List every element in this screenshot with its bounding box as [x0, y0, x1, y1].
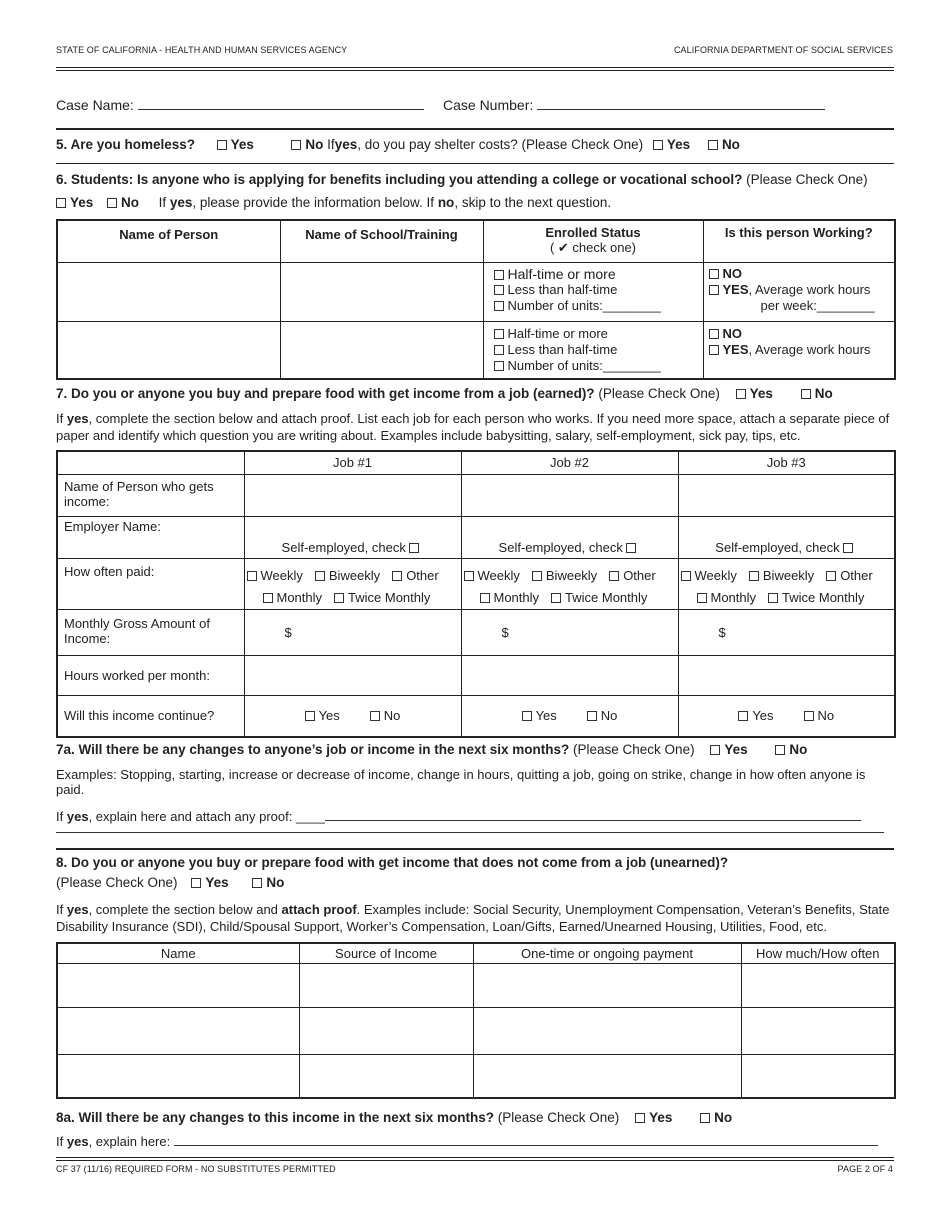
other-label: Other — [623, 567, 656, 583]
twice-monthly-checkbox[interactable] — [334, 593, 344, 603]
how-often-row — [57, 558, 895, 609]
q5-rule — [56, 163, 894, 164]
q5-shelter-yes-label: Yes — [666, 137, 691, 152]
working-cell — [703, 262, 895, 321]
twice-monthly-checkbox[interactable] — [551, 593, 561, 603]
q7a-no-checkbox[interactable] — [775, 745, 785, 755]
unearned-header-row — [57, 943, 895, 963]
q7a-explain-line-2[interactable] — [56, 832, 884, 833]
header-rule-1 — [56, 67, 894, 68]
q7a-yes-label: Yes — [724, 742, 748, 757]
q7a-explain-yes: yes — [66, 809, 89, 824]
q7a-explain-row — [56, 809, 861, 824]
weekly-label: Weekly — [260, 567, 303, 583]
halftime-or-more-label: Half-time or more — [507, 325, 608, 341]
q8-instr-proof: attach proof — [281, 902, 357, 917]
job-1-amount-cell[interactable] — [244, 609, 461, 655]
halftime-or-more-label: Half-time or more — [507, 265, 616, 282]
q7-instructions — [56, 410, 896, 444]
q7a-check-one: (Please Check One) — [573, 742, 695, 757]
number-of-units-label: Number of units:________ — [507, 357, 661, 373]
working-yes-checkbox[interactable] — [709, 345, 719, 355]
job-2-amount-cell[interactable] — [461, 609, 678, 655]
q5-no-label: No — [305, 137, 324, 152]
continue-yes-label: Yes — [535, 708, 557, 724]
continue-no-label: No — [383, 708, 401, 724]
job-1-continue-cell — [244, 695, 461, 737]
col-name: Name — [57, 943, 299, 963]
footer-rule-2 — [56, 1160, 894, 1161]
unearned-name-cell[interactable] — [57, 963, 299, 1007]
student-name-cell[interactable] — [57, 321, 280, 379]
q7a-explain-a: If — [56, 809, 64, 824]
q8-no-label: No — [266, 875, 285, 890]
case-name-label: Case Name: — [56, 97, 134, 113]
unearned-name-cell[interactable] — [57, 1007, 299, 1054]
q6-instr-a: If — [158, 195, 167, 210]
q5-followup-text: , do you pay shelter costs? (Please Check One) — [357, 137, 644, 152]
other-label: Other — [406, 567, 439, 583]
q8-question-text: 8. Do you or anyone you buy or prepare food with get income that does not come from a job (unearned)? — [56, 855, 729, 870]
number-of-units-checkbox[interactable] — [494, 361, 504, 371]
q8a-yes-checkbox[interactable] — [635, 1113, 645, 1123]
col-how-much: How much/How often — [741, 943, 895, 963]
continue-yes-checkbox[interactable] — [522, 711, 532, 721]
job-3-person-cell[interactable] — [678, 474, 895, 516]
q8a-no-label: No — [714, 1110, 733, 1125]
q8-instr-c: . Examples include: Social Security, Unemployment Compensation, Veteran’s Benefits, State Disability Insurance (SDI), Child/Spousal Support, Worker’s Compensation, Loan/Gifts, Earned/Unearned Housing, Utilities, Food, etc. — [56, 902, 890, 934]
q8-yes-checkbox[interactable] — [191, 878, 201, 888]
continue-yes-checkbox[interactable] — [305, 711, 315, 721]
col-source: Source of Income — [299, 943, 473, 963]
biweekly-label: Biweekly — [328, 567, 381, 583]
q7-check-one: (Please Check One) — [598, 386, 720, 401]
agency-left: STATE OF CALIFORNIA - HEALTH AND HUMAN SERVICES AGENCY — [56, 45, 348, 55]
person-name-label: Name of Person who gets income: — [57, 474, 244, 516]
earned-income-table — [56, 450, 896, 738]
number-of-units-checkbox[interactable] — [494, 301, 504, 311]
q7-no-checkbox[interactable] — [801, 389, 811, 399]
biweekly-checkbox[interactable] — [532, 571, 542, 581]
biweekly-label: Biweekly — [545, 567, 598, 583]
number-of-units-label: Number of units:________ — [507, 297, 661, 313]
footer-rule-1 — [56, 1157, 894, 1158]
q8a-yes-label: Yes — [649, 1110, 673, 1125]
twice-monthly-checkbox[interactable] — [768, 593, 778, 603]
jobs-header-row — [57, 451, 895, 474]
q6-answer-row — [56, 195, 611, 210]
job-3-amount-cell[interactable] — [678, 609, 895, 655]
employer-name-label: Employer Name: — [57, 516, 244, 558]
self-employed-label: Self-employed, check — [281, 539, 406, 555]
monthly-label: Monthly — [276, 589, 323, 605]
unearned-payment-cell[interactable] — [473, 1007, 741, 1054]
case-name-row — [56, 97, 424, 113]
monthly-checkbox[interactable] — [697, 593, 707, 603]
q6-instr-no: no — [437, 195, 455, 210]
unearned-row — [57, 1054, 895, 1098]
unearned-amount-cell[interactable] — [741, 1054, 895, 1098]
employer-row — [57, 516, 895, 558]
weekly-checkbox[interactable] — [464, 571, 474, 581]
q7a-question: 7a. Will there be any changes to anyone’s job or income in the next six months? — [56, 742, 570, 757]
working-yes-text: , Average work hours — [748, 281, 871, 297]
col-name-of-school: Name of School/Training — [280, 220, 483, 262]
monthly-checkbox[interactable] — [480, 593, 490, 603]
job-3-header: Job #3 — [678, 451, 895, 474]
col-enrolled-status — [483, 220, 703, 262]
self-employed-label: Self-employed, check — [498, 539, 623, 555]
working-yes-label: YES — [722, 281, 749, 297]
job-1-person-cell[interactable] — [244, 474, 461, 516]
q8-instr-a: If — [56, 902, 64, 917]
q6-no-checkbox[interactable] — [107, 198, 117, 208]
q8a-no-checkbox[interactable] — [700, 1113, 710, 1123]
continue-no-label: No — [600, 708, 618, 724]
q7-yes-checkbox[interactable] — [736, 389, 746, 399]
job-1-header: Job #1 — [244, 451, 461, 474]
student-school-cell[interactable] — [280, 321, 483, 379]
case-number-field[interactable] — [537, 97, 825, 110]
q6-question: 6. Students: Is anyone who is applying for benefits including you attending a college or vocational school? — [56, 172, 743, 187]
q8-instructions — [56, 901, 898, 935]
unearned-source-cell[interactable] — [299, 963, 473, 1007]
q5-shelter-no-checkbox[interactable] — [708, 140, 718, 150]
col-payment-type: One-time or ongoing payment — [473, 943, 741, 963]
section-rule — [56, 128, 894, 130]
other-label: Other — [840, 567, 873, 583]
working-no-label: NO — [722, 265, 742, 281]
job-1-hours-cell[interactable] — [244, 655, 461, 695]
continue-no-checkbox[interactable] — [587, 711, 597, 721]
person-name-row — [57, 474, 895, 516]
q7a-rule — [56, 848, 894, 850]
gross-amount-label: Monthly Gross Amount of Income: — [57, 609, 244, 655]
halftime-or-more-checkbox[interactable] — [494, 270, 504, 280]
unearned-payment-cell[interactable] — [473, 963, 741, 1007]
q8a-question: 8a. Will there be any changes to this income in the next six months? — [56, 1110, 494, 1125]
q5-yes-checkbox[interactable] — [217, 140, 227, 150]
page-number: PAGE 2 OF 4 — [837, 1164, 893, 1174]
q5-followup-yes: yes — [334, 137, 358, 152]
working-no-checkbox[interactable] — [709, 329, 719, 339]
students-header-row — [57, 220, 895, 262]
working-no-label: NO — [722, 325, 742, 341]
q8-instr-yes: yes — [66, 902, 89, 917]
unearned-source-cell[interactable] — [299, 1007, 473, 1054]
working-yes-checkbox[interactable] — [709, 285, 719, 295]
job-1-frequency-cell — [244, 558, 461, 609]
less-than-halftime-checkbox[interactable] — [494, 345, 504, 355]
less-than-halftime-label: Less than half-time — [507, 281, 618, 297]
twice-monthly-label: Twice Monthly — [348, 589, 431, 605]
job-2-hours-cell[interactable] — [461, 655, 678, 695]
weekly-checkbox[interactable] — [681, 571, 691, 581]
dollar-sign: $ — [718, 624, 726, 640]
other-checkbox[interactable] — [826, 571, 836, 581]
less-than-halftime-label: Less than half-time — [507, 341, 618, 357]
student-school-cell[interactable] — [280, 262, 483, 321]
unearned-amount-cell[interactable] — [741, 963, 895, 1007]
q6-no-label: No — [121, 195, 140, 210]
enroll-options-cell — [483, 262, 703, 321]
enrolled-status-title: Enrolled Status — [545, 225, 641, 240]
per-week-label: per week:________ — [760, 297, 875, 313]
self-employed-checkbox[interactable] — [843, 543, 853, 553]
less-than-halftime-checkbox[interactable] — [494, 285, 504, 295]
unearned-payment-cell[interactable] — [473, 1054, 741, 1098]
agency-right: CALIFORNIA DEPARTMENT OF SOCIAL SERVICES — [673, 45, 893, 55]
continue-yes-checkbox[interactable] — [738, 711, 748, 721]
gross-amount-row — [57, 609, 895, 655]
continue-no-label: No — [817, 708, 835, 724]
q7-instr-yes: yes — [66, 411, 89, 426]
q6-yes-label: Yes — [70, 195, 94, 210]
enrolled-status-sub: ( ✔ check one) — [549, 240, 637, 255]
continue-no-checkbox[interactable] — [370, 711, 380, 721]
q8-answer-row — [56, 875, 284, 890]
working-yes-label: YES — [722, 341, 749, 357]
q7-no-label: No — [814, 386, 833, 401]
q5-followup-prefix: If — [327, 137, 335, 152]
jobs-header-blank — [57, 451, 244, 474]
halftime-or-more-checkbox[interactable] — [494, 329, 504, 339]
case-name-field[interactable] — [138, 97, 424, 110]
unearned-income-table — [56, 942, 896, 1099]
job-2-employer-cell[interactable] — [461, 516, 678, 558]
q7-instr-a: If — [56, 411, 64, 426]
self-employed-checkbox[interactable] — [626, 543, 636, 553]
q8a-explain-b: , explain here: — [88, 1134, 171, 1149]
biweekly-checkbox[interactable] — [315, 571, 325, 581]
continue-label: Will this income continue? — [57, 695, 244, 737]
job-3-employer-cell[interactable] — [678, 516, 895, 558]
monthly-label: Monthly — [493, 589, 540, 605]
q5-shelter-no-label: No — [721, 137, 740, 152]
q8a-check-one: (Please Check One) — [497, 1110, 620, 1125]
q7-yes-label: Yes — [749, 386, 773, 401]
working-yes-text: , Average work hours — [748, 341, 871, 357]
continue-yes-label: Yes — [318, 708, 340, 724]
case-number-label: Case Number: — [443, 97, 534, 113]
enroll-options-cell — [483, 321, 703, 379]
q6-yes-checkbox[interactable] — [56, 198, 66, 208]
q8a-explain-field[interactable] — [174, 1134, 878, 1146]
twice-monthly-label: Twice Monthly — [565, 589, 648, 605]
q6-instr-c: , skip to the next question. — [454, 195, 612, 210]
other-checkbox[interactable] — [392, 571, 402, 581]
students-row — [57, 262, 895, 321]
job-1-employer-cell[interactable] — [244, 516, 461, 558]
q7-question: 7. Do you or anyone you buy and prepare food with get income from a job (earned)? — [56, 386, 595, 401]
biweekly-checkbox[interactable] — [749, 571, 759, 581]
q7-instr-b: , complete the section below and attach proof. List each job for each person who works. If you need more space, attach a separate piece of paper and identify which question you are writing about. Examples include babysitting, salary, self-employment, sick pay, tips, etc. — [56, 411, 890, 443]
hours-label: Hours worked per month: — [57, 655, 244, 695]
q5-row — [56, 137, 740, 152]
unearned-row — [57, 963, 895, 1007]
weekly-checkbox[interactable] — [247, 571, 257, 581]
job-3-hours-cell[interactable] — [678, 655, 895, 695]
dollar-sign: $ — [501, 624, 509, 640]
q7-question-row — [56, 386, 833, 401]
q8-question — [56, 855, 728, 870]
hours-row — [57, 655, 895, 695]
q6-instr-b: , please provide the information below. If — [192, 195, 435, 210]
continue-no-checkbox[interactable] — [804, 711, 814, 721]
job-2-header: Job #2 — [461, 451, 678, 474]
q7a-examples: Examples: Stopping, starting, increase or decrease of income, change in hours, quitting a job, going on strike, change in how often anyone is paid. — [56, 767, 866, 797]
twice-monthly-label: Twice Monthly — [782, 589, 865, 605]
q7a-explain-field[interactable] — [325, 809, 861, 821]
form-number: CF 37 (11/16) REQUIRED FORM - NO SUBSTITUTES PERMITTED — [56, 1164, 336, 1174]
unearned-source-cell[interactable] — [299, 1054, 473, 1098]
q5-yes-label: Yes — [230, 137, 254, 152]
weekly-label: Weekly — [694, 567, 737, 583]
working-no-checkbox[interactable] — [709, 269, 719, 279]
how-often-label: How often paid: — [57, 558, 244, 609]
job-3-continue-cell — [678, 695, 895, 737]
continue-yes-label: Yes — [752, 708, 774, 724]
col-working: Is this person Working? — [703, 220, 895, 262]
q7a-no-label: No — [789, 742, 808, 757]
q5-question: 5. Are you homeless? — [56, 137, 196, 152]
students-table — [56, 219, 896, 380]
q8a-explain-row — [56, 1134, 878, 1149]
q7a-yes-checkbox[interactable] — [710, 745, 720, 755]
q8-instr-b: , complete the section below and — [88, 902, 278, 917]
q8a-explain-a: If — [56, 1134, 64, 1149]
col-name-of-person: Name of Person — [57, 220, 280, 262]
students-row — [57, 321, 895, 379]
student-name-cell[interactable] — [57, 262, 280, 321]
unearned-name-cell[interactable] — [57, 1054, 299, 1098]
job-2-frequency-cell — [461, 558, 678, 609]
job-2-continue-cell — [461, 695, 678, 737]
q6-check-one: (Please Check One) — [746, 172, 868, 187]
unearned-row — [57, 1007, 895, 1054]
monthly-checkbox[interactable] — [263, 593, 273, 603]
self-employed-label: Self-employed, check — [715, 539, 840, 555]
q8-no-checkbox[interactable] — [252, 878, 262, 888]
q8a-explain-yes: yes — [66, 1134, 89, 1149]
monthly-label: Monthly — [710, 589, 757, 605]
job-2-person-cell[interactable] — [461, 474, 678, 516]
continue-row — [57, 695, 895, 737]
q8-check-one: (Please Check One) — [56, 875, 178, 890]
q7a-question-row — [56, 742, 807, 757]
dollar-sign: $ — [284, 624, 292, 640]
other-checkbox[interactable] — [609, 571, 619, 581]
q8a-question-row — [56, 1110, 732, 1125]
unearned-amount-cell[interactable] — [741, 1007, 895, 1054]
q8-yes-label: Yes — [205, 875, 229, 890]
header-rule-2 — [56, 70, 894, 71]
job-3-frequency-cell — [678, 558, 895, 609]
q5-no-checkbox[interactable] — [291, 140, 301, 150]
biweekly-label: Biweekly — [762, 567, 815, 583]
q6-question-row — [56, 172, 868, 187]
q5-shelter-yes-checkbox[interactable] — [653, 140, 663, 150]
weekly-label: Weekly — [477, 567, 520, 583]
case-number-row — [443, 97, 825, 113]
self-employed-checkbox[interactable] — [409, 543, 419, 553]
working-cell — [703, 321, 895, 379]
q7a-explain-b: , explain here and attach any proof: ____ — [88, 809, 325, 824]
q6-instr-yes: yes — [169, 195, 193, 210]
